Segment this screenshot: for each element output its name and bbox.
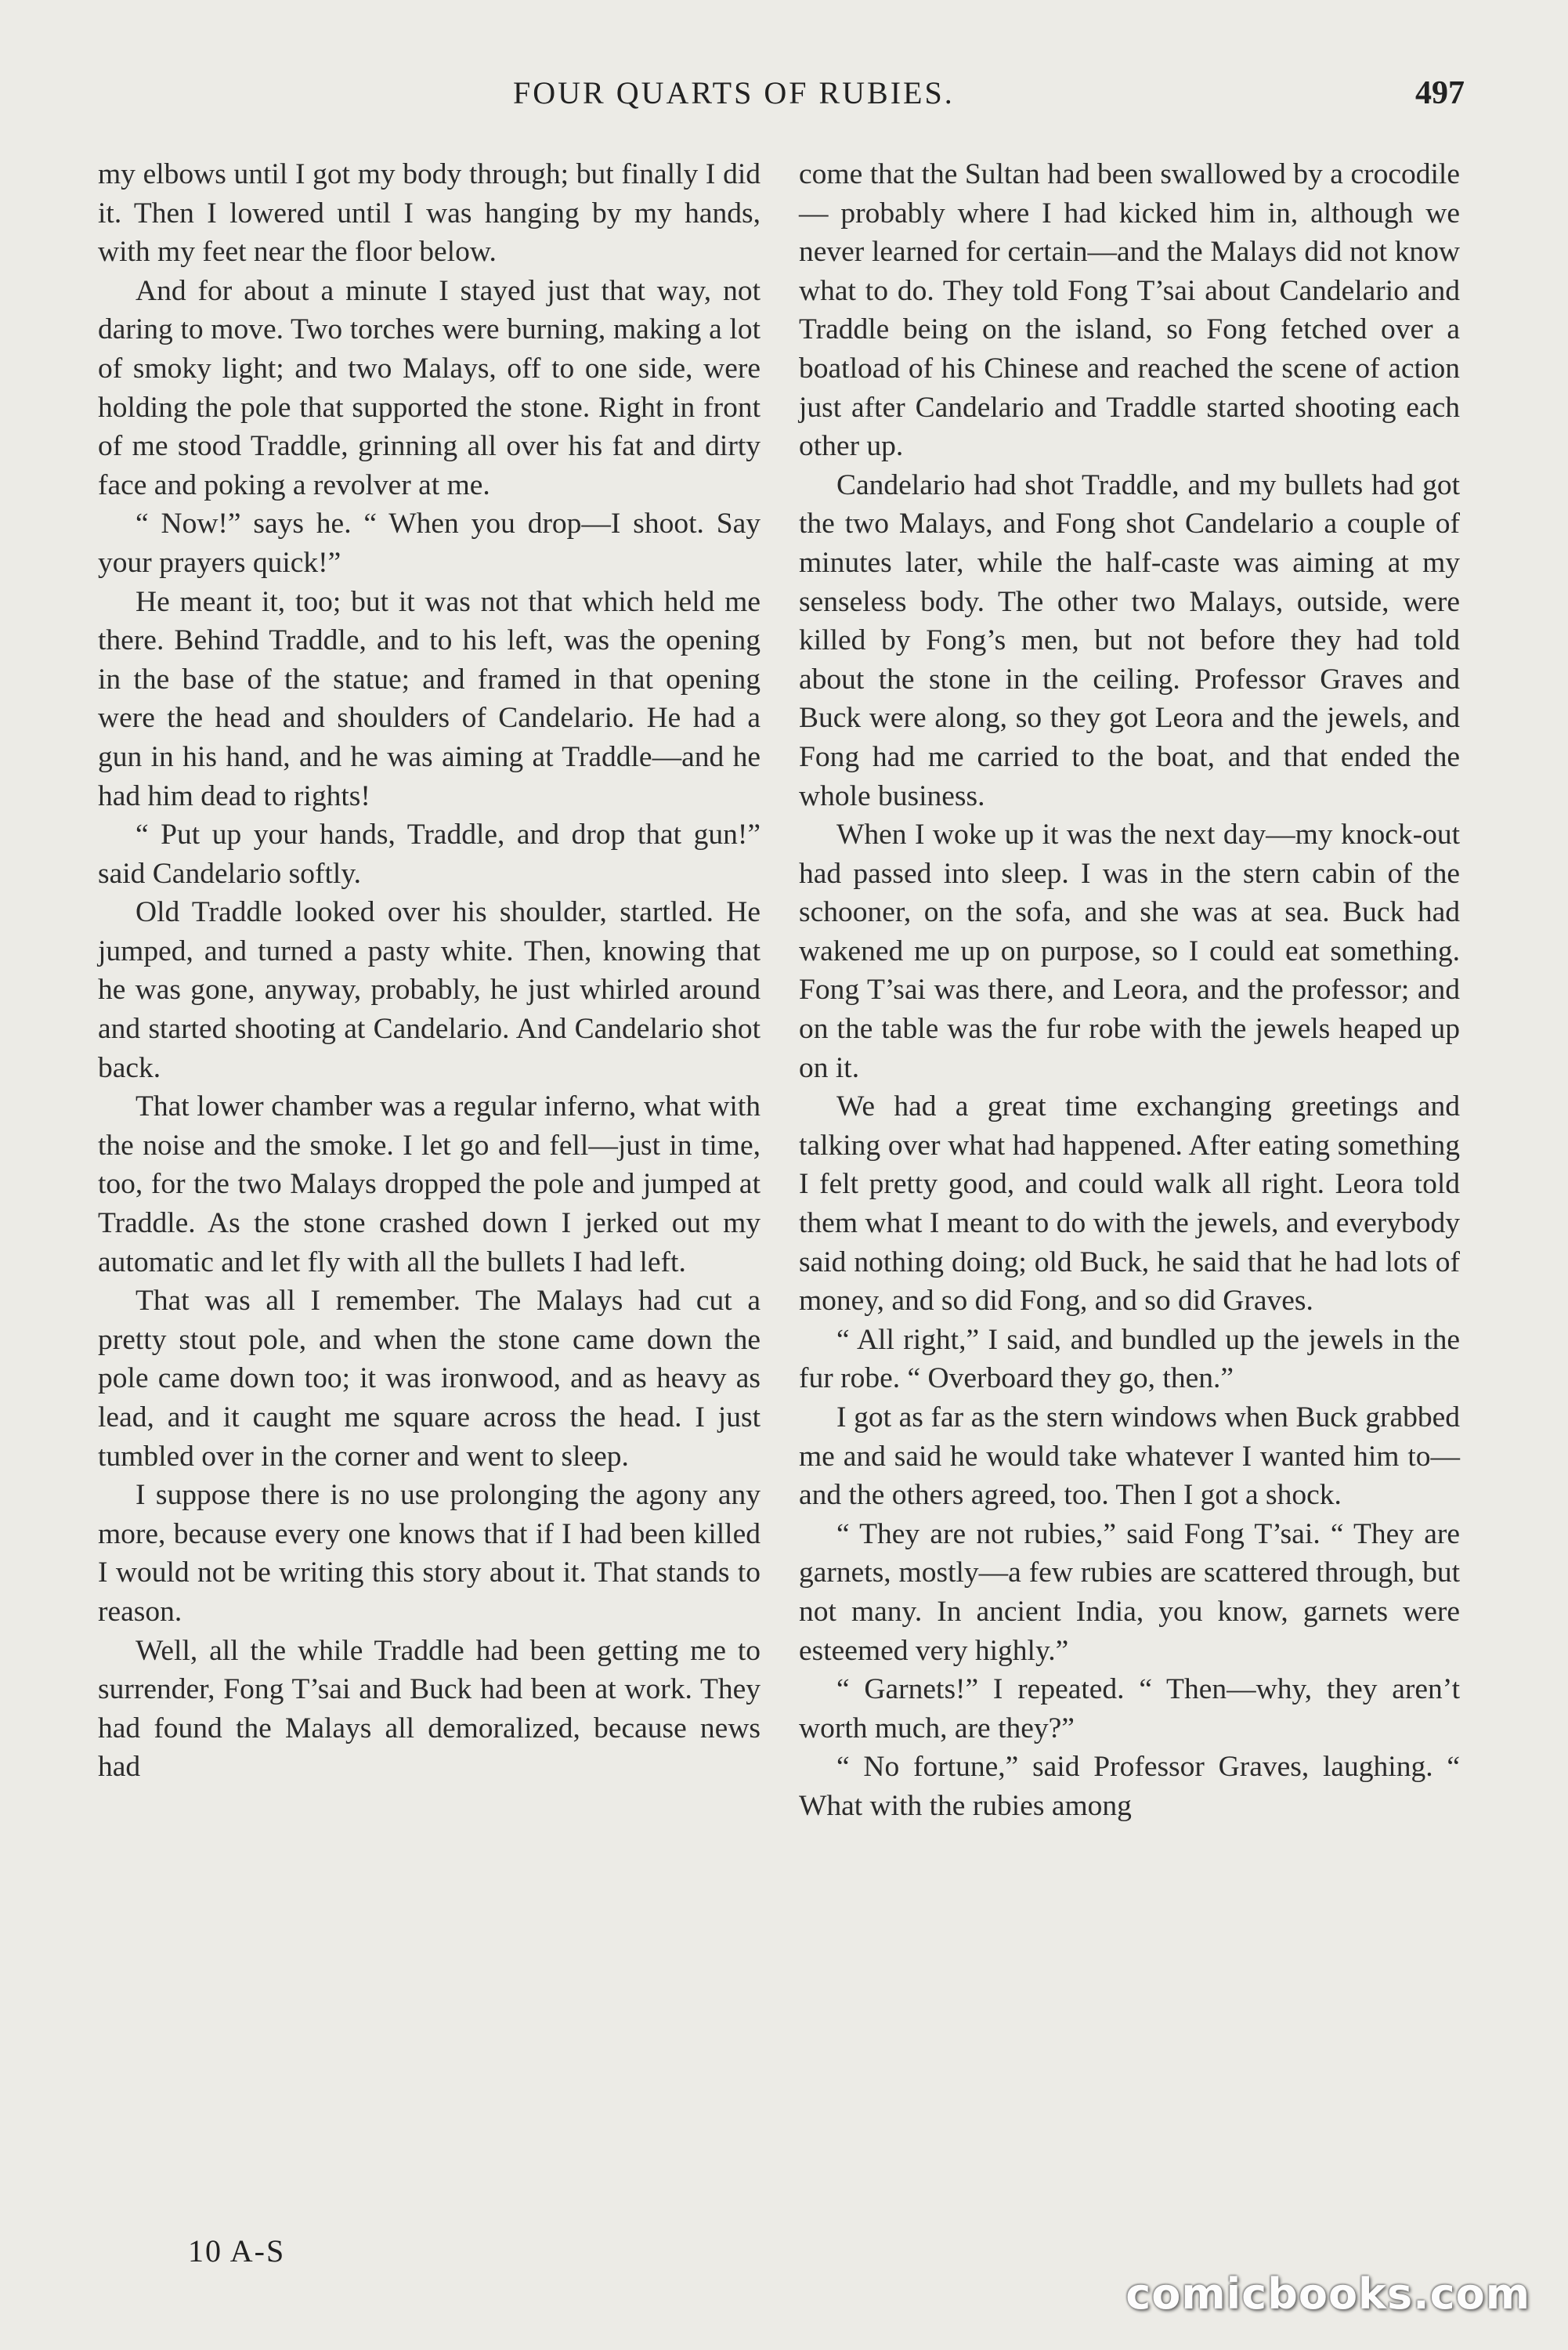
- paragraph: Candelario had shot Traddle, and my bullets had got the two Malays, and Fong shot Candelario a couple of minutes later, while the half-caste was aiming at my senseless body. The other two Malays, outside, were killed by Fong’s men, but not before they had told about the stone in the ceiling. Professor Graves and Buck were along, so they got Leora and the jewels, and Fong had me carried to the boat, and that ended the whole business.: [799, 468, 1460, 812]
- paragraph: He meant it, too; but it was not that which held me there. Behind Traddle, and to his left, was the opening in the base of the statue; and framed in that opening were the head and shoulders of Candelario. He had a gun in his hand, and he was aiming at Traddle—and he had him dead to rights!: [98, 585, 761, 812]
- watermark: comicbooks.com: [1125, 2269, 1530, 2319]
- paragraph: “ No fortune,” said Professor Graves, laughing. “ What with the rubies among: [799, 1751, 1460, 1822]
- paragraph: my elbows until I got my body through; but finally I did it. Then I lowered until I was hanging by my hands, with my feet near the floor below.: [98, 158, 761, 269]
- page-header: [0, 74, 1568, 129]
- paragraph: “ Put up your hands, Traddle, and drop that gun!” said Candelario softly.: [98, 819, 761, 890]
- page-number: 497: [1415, 75, 1465, 111]
- paragraph: And for about a minute I stayed just that way, not daring to move. Two torches were burning, making a lot of smoky light; and two Malays, off to one side, were holding the pole that supported the stone. Right in front of me stood Traddle, grinning all over his fat and dirty face and poking a revolver at me.: [98, 274, 761, 501]
- right-column: [799, 155, 1460, 1826]
- paragraph: “ All right,” I said, and bundled up the jewels in the fur robe. “ Overboard they go, then.”: [799, 1323, 1460, 1395]
- paragraph: “ Garnets!” I repeated. “ Then—why, they aren’t worth much, are they?”: [799, 1673, 1460, 1744]
- paragraph: come that the Sultan had been swallowed by a crocodile — probably where I had kicked him in, although we never learned for certain—and the Malays did not know what to do. They told Fong T’sai about Candelario and Traddle being on the island, so Fong fetched over a boatload of his Chinese and reached the scene of action just after Candelario and Traddle started shooting each other up.: [799, 158, 1460, 463]
- paragraph: That lower chamber was a regular inferno, what with the noise and the smoke. I let go and fell—just in time, too, for the two Malays dropped the pole and jumped at Traddle. As the stone crashed down I jerked out my automatic and let fly with all the bullets I had left.: [98, 1090, 761, 1278]
- paragraph: When I woke up it was the next day—my knock-out had passed into sleep. I was in the stern cabin of the schooner, on the sofa, and she was at sea. Buck had wakened me up on purpose, so I could eat something. Fong T’sai was there, and Leora, and the professor; and on the table was the fur robe with the jewels heaped up on it.: [799, 819, 1460, 1084]
- paragraph: “ Now!” says he. “ When you drop—I shoot. Say your prayers quick!”: [98, 508, 761, 579]
- signature-mark: 10 A-S: [188, 2233, 286, 2269]
- left-column: [98, 155, 761, 1787]
- paragraph: “ They are not rubies,” said Fong T’sai. “ They are garnets, mostly—a few rubies are scattered through, but not many. In ancient India, you know, garnets were esteemed very highly.”: [799, 1517, 1460, 1667]
- paragraph: Well, all the while Traddle had been getting me to surrender, Fong T’sai and Buck had been at work. They had found the Malays all demoralized, because news had: [98, 1634, 761, 1784]
- paragraph: That was all I remember. The Malays had cut a pretty stout pole, and when the stone came down the pole came down too; it was ironwood, and as heavy as lead, and it caught me square across the head. I just tumbled over in the corner and went to sleep.: [98, 1285, 761, 1473]
- paragraph: I suppose there is no use prolonging the agony any more, because every one knows that if I had been killed I would not be writing this story about it. That stands to reason.: [98, 1479, 761, 1628]
- paragraph: Old Traddle looked over his shoulder, startled. He jumped, and turned a pasty white. Then, knowing that he was gone, anyway, probably, he just whirled around and started shooting at Candelario. And Candelario shot back.: [98, 896, 761, 1084]
- running-title: FOUR QUARTS OF RUBIES.: [513, 75, 955, 110]
- paragraph: I got as far as the stern windows when Buck grabbed me and said he would take whatever I wanted him to—and the others agreed, too. Then I got a shock.: [799, 1401, 1460, 1512]
- paragraph: We had a great time exchanging greetings and talking over what had happened. After eating something I felt pretty good, and could walk all right. Leora told them what I meant to do with the jewels, and everybody said nothing doing; old Buck, he said that he had lots of money, and so did Fong, and so did Graves.: [799, 1090, 1460, 1318]
